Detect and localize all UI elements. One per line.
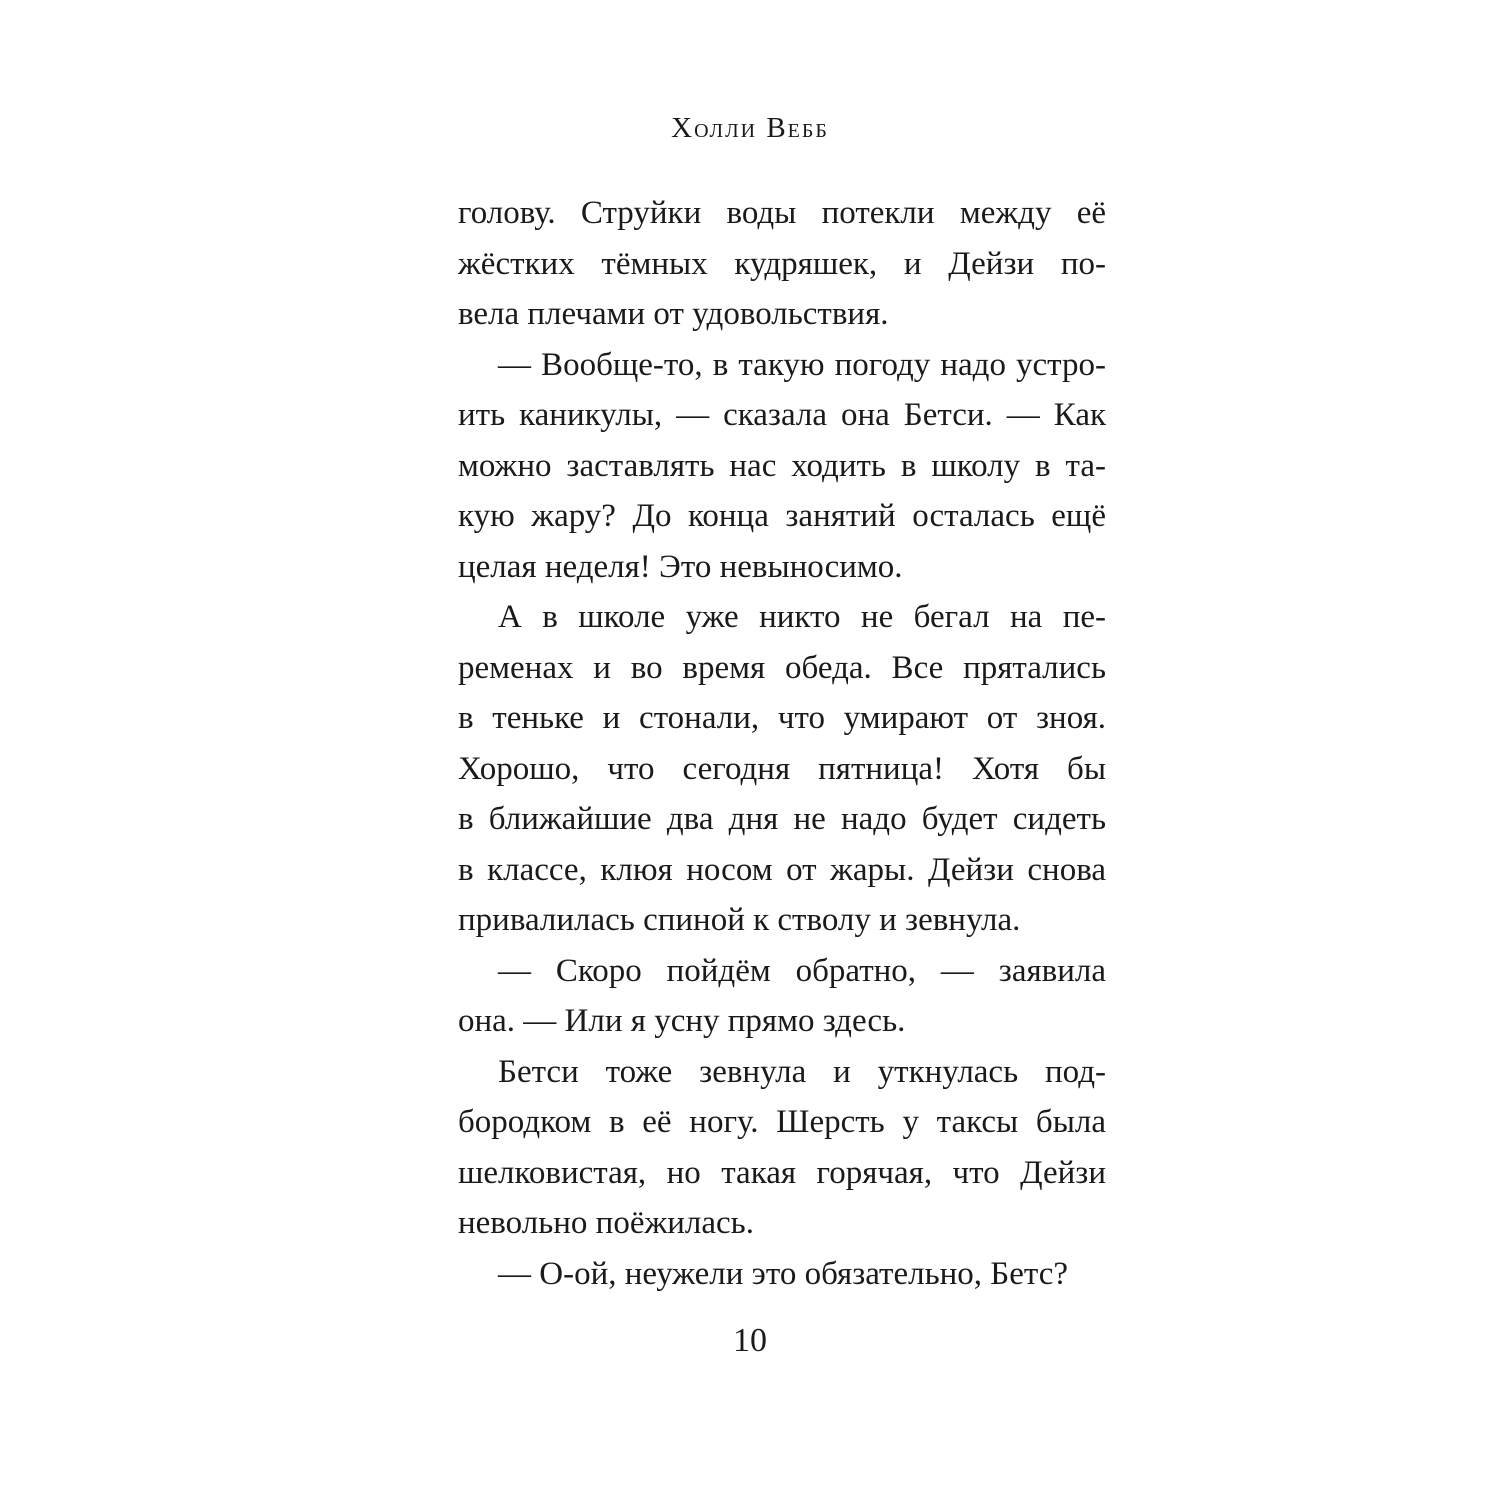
text-line: — Вообще-то, в такую погоду надо устро- bbox=[498, 346, 1106, 383]
text-line: Хорошо, что сегодня пятница! Хотя бы bbox=[458, 750, 1106, 787]
text-line: вела плечами от удовольствия. bbox=[458, 296, 889, 332]
running-head: Холли Вебб bbox=[671, 112, 829, 144]
page-number: 10 bbox=[733, 1322, 767, 1359]
text-line: жёстких тёмных кудряшек, и Дейзи по- bbox=[458, 245, 1106, 282]
text-line: она. — Или я усну прямо здесь. bbox=[458, 1003, 906, 1039]
text-line: ить каникулы, — сказала она Бетси. — Как bbox=[458, 397, 1106, 433]
text-line: в теньке и стонали, что умирают от зноя. bbox=[458, 700, 1106, 736]
text-line: кую жару? До конца занятий осталась ещё bbox=[458, 498, 1106, 534]
text-line: в классе, клюя носом от жары. Дейзи снова bbox=[458, 851, 1106, 888]
text-line: в ближайшие два дня не надо будет сидеть bbox=[458, 801, 1106, 837]
text-line: голову. Струйки воды потекли между её bbox=[458, 195, 1106, 231]
text-line: — Скоро пойдём обратно, — заявила bbox=[498, 952, 1106, 989]
body-text bbox=[458, 188, 1106, 1299]
text-line: ременах и во время обеда. Все прятались bbox=[458, 649, 1106, 686]
text-line: невольно поёжилась. bbox=[458, 1205, 754, 1241]
text-line: А в школе уже никто не бегал на пе- bbox=[498, 599, 1106, 635]
text-line: бородком в её ногу. Шерсть у таксы была bbox=[458, 1104, 1106, 1140]
text-line: можно заставлять нас ходить в школу в та- bbox=[458, 447, 1106, 484]
text-line: — О-ой, неужели это обязательно, Бетс? bbox=[498, 1255, 1069, 1292]
text-line: Бетси тоже зевнула и уткнулась под- bbox=[498, 1053, 1106, 1090]
text-line: целая неделя! Это невыносимо. bbox=[458, 548, 903, 585]
text-line: привалилась спиной к стволу и зевнула. bbox=[458, 902, 1021, 938]
text-line: шелковистая, но такая горячая, что Дейзи bbox=[458, 1154, 1106, 1191]
